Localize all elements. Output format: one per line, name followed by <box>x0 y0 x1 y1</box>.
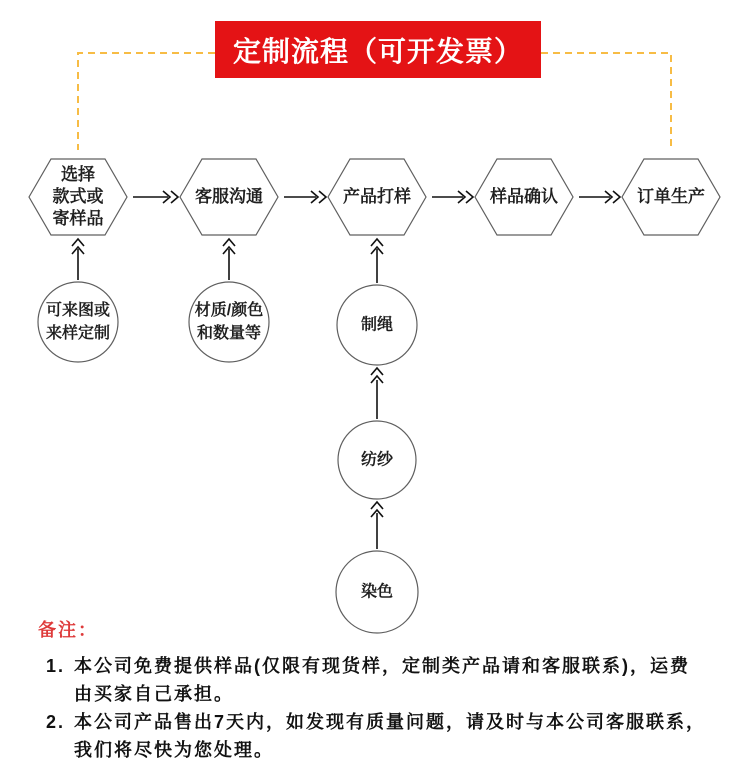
note-item-2 <box>46 708 738 764</box>
note-marker: 1. <box>46 656 66 676</box>
step-label-order-production: 订单生产 <box>637 187 705 206</box>
substep-label-dyeing: 染色 <box>360 583 394 601</box>
note-text: 本公司免费提供样品(仅限有现货样，定制类产品请和客服联系)，运费 由买家自己承担。 <box>74 656 690 704</box>
note-marker: 2. <box>46 712 66 732</box>
banner-title: 定制流程（可开发票） <box>232 35 523 67</box>
substep-label-material-color: 材质/颜色 和数量等 <box>194 302 264 342</box>
arrow-right-icon-4 <box>579 191 620 203</box>
arrow-up-icon-1 <box>72 239 84 280</box>
step-label-product-sampling: 产品打样 <box>343 187 411 206</box>
note-text: 本公司产品售出7天内，如发现有质量问题，请及时与本公司客服联系， 我们将尽快为您处理。 <box>74 712 707 760</box>
notes-heading: 备注： <box>38 620 98 640</box>
dashed-connector-right <box>541 53 671 150</box>
notes-section <box>38 618 738 764</box>
arrow-up-icon-4 <box>371 368 383 419</box>
step-label-sample-confirm: 样品确认 <box>490 187 558 206</box>
arrow-up-icon-2 <box>223 239 235 280</box>
arrow-right-icon-2 <box>284 191 326 203</box>
substep-label-rope-making: 制绳 <box>360 316 394 334</box>
step-label-customer-service: 客服沟通 <box>195 187 263 206</box>
arrow-right-icon-1 <box>133 191 178 203</box>
arrow-up-icon-5 <box>371 502 383 549</box>
arrow-up-icon-3 <box>371 239 383 283</box>
substep-label-spinning: 纺纱 <box>360 451 394 469</box>
title-banner <box>215 21 541 78</box>
arrow-right-icon-3 <box>432 191 473 203</box>
step-label-select-style: 选择 款式或 寄样品 <box>52 165 104 228</box>
note-item-1 <box>46 652 738 708</box>
substep-label-send-drawing: 可来图或 来样定制 <box>45 302 111 342</box>
dashed-connector-left <box>78 53 215 150</box>
